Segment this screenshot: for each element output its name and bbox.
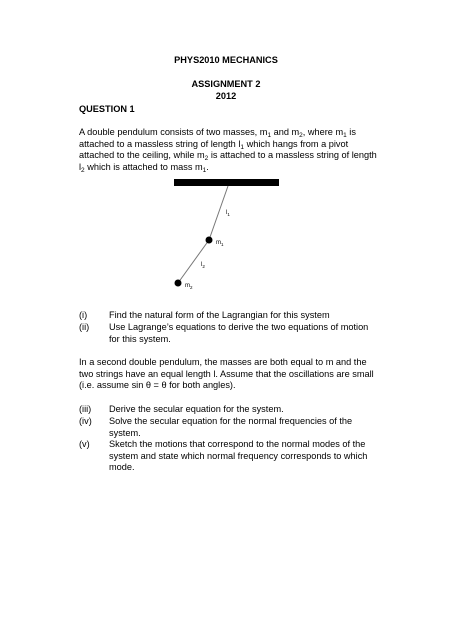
- label-m1: $m_1$: [216, 240, 224, 247]
- label-l1: $l_1$: [226, 210, 230, 217]
- label-m2: $m_2$: [185, 283, 193, 290]
- string-l2: [178, 240, 209, 283]
- label-l2: $l_2$: [201, 262, 205, 269]
- mass-m1: [206, 237, 213, 244]
- second-paragraph: In a second double pendulum, the masses are both equal to m and the two strings have an equal length l. Assume that the oscillations are small (i.e. assume sin θ = θ for both angles).: [79, 357, 374, 391]
- ceiling-bar: [174, 179, 279, 186]
- intro-paragraph: A double pendulum consists of two masses, $m_1$ and $m_2$, where $m_1$ is attached to a massless string of length $l_1$ which hangs from a pivot attached to the ceiling, while $m_2$ is attached to a massless string of length $l_2$ which is attached to mass $m_1$.: [79, 127, 377, 174]
- assignment-year: 2012: [215, 91, 237, 101]
- question-heading: QUESTION 1: [79, 104, 135, 114]
- mass-m2: [175, 280, 182, 287]
- course-title: PHYS2010 MECHANICS: [174, 55, 278, 65]
- assignment-title: ASSIGNMENT 2: [191, 79, 261, 89]
